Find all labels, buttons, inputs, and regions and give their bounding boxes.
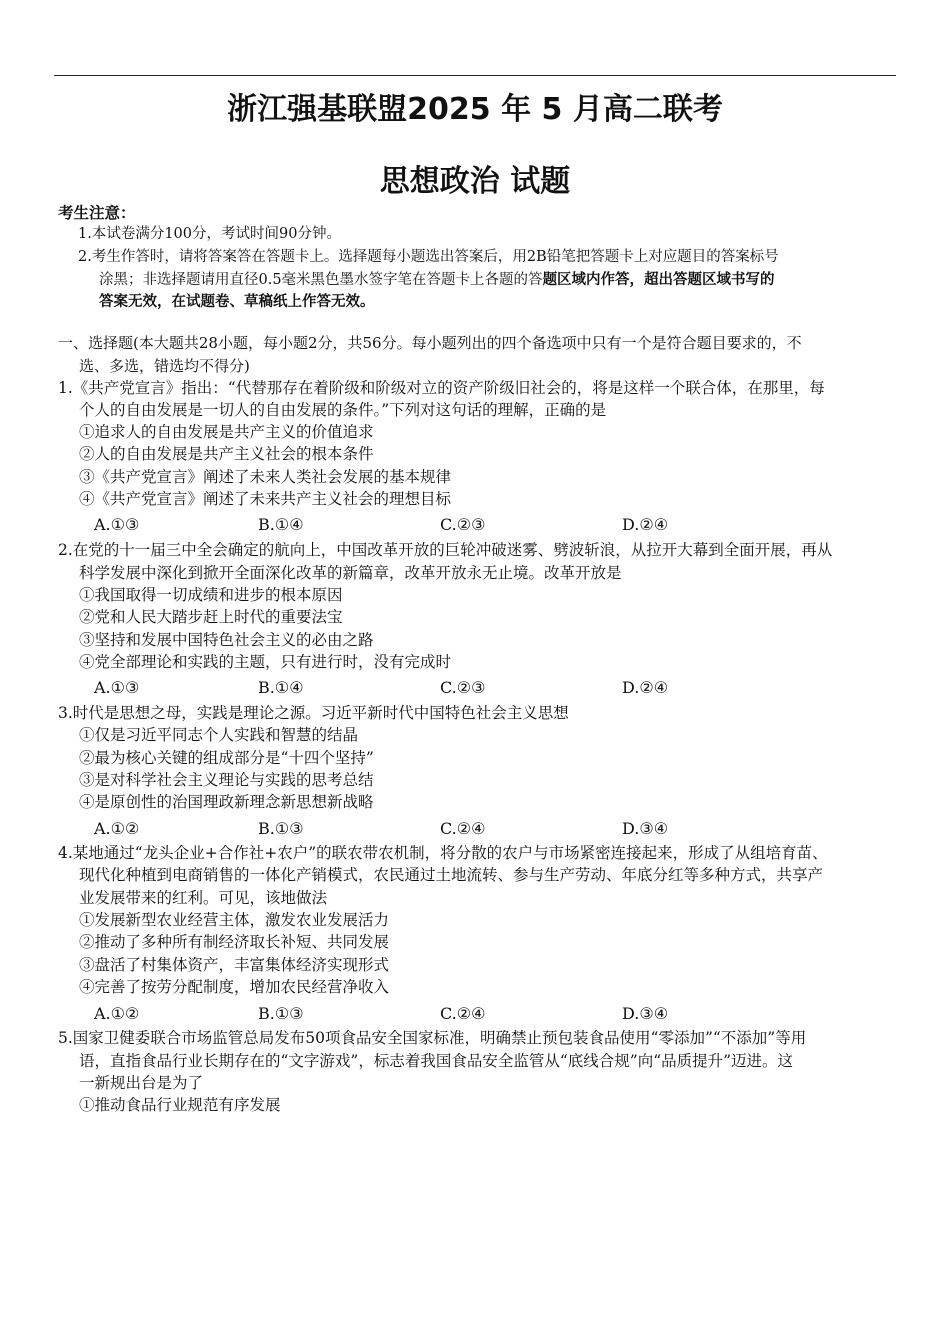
q5-stem-line-1: 5.国家卫健委联合市场监管总局发布50项食品安全国家标准，明确禁止预包装食品使用“零添加”“不添加”等用 [58,1029,807,1047]
q1-statement-2: ②人的自由发展是共产主义社会的根本条件 [79,445,374,463]
q4-statement-2: ②推动了多种所有制经济取长补短、共同发展 [79,933,390,951]
q3-stem-line-1: 3.时代是思想之母，实践是理论之源。习近平新时代中国特色社会主义思想 [58,704,569,722]
q4-stem-line-1: 4.某地通过“龙头企业+合作社+农户”的联农带农机制，将分散的农户与市场紧密连接起来，形成了从组培育苗、 [58,844,828,862]
q2-statement-1: ①我国取得一切成绩和进步的根本原因 [79,586,343,604]
q3-option-c: C.②④ [440,819,486,838]
q4-statement-4: ④完善了按劳分配制度，增加农民经营净收入 [79,978,390,996]
q1-statement-3: ③《共产党宣言》阐述了未来人类社会发展的基本规律 [79,468,452,486]
notice-item-2-line-3: 答案无效，在试题卷、草稿纸上作答无效。 [99,294,375,310]
q2-stem-line-1: 2.在党的十一届三中全会确定的航向上，中国改革开放的巨轮冲破迷雾、劈波斩浪，从拉开大幕到全面开展，再从 [58,541,833,559]
q3-statement-3: ③是对科学社会主义理论与实践的思考总结 [79,771,374,789]
q4-statement-3: ③盘活了村集体资产，丰富集体经济实现形式 [79,956,390,974]
q2-option-a: A.①③ [94,678,140,697]
q2-option-b: B.①④ [258,678,304,697]
q1-option-d: D.②④ [622,515,669,534]
q4-option-b: B.①③ [258,1004,304,1023]
q2-option-d: D.②④ [622,678,669,697]
q4-option-d: D.③④ [622,1004,669,1023]
q5-stem-line-3: 一新规出台是为了 [79,1074,204,1092]
q4-stem-line-2: 现代化种植到电商销售的一体化产销模式，农民通过土地流转、参与生产劳动、年底分红等多种方式，共享产 [79,866,824,884]
notice-item-2-line-1: 2.考生作答时，请将答案答在答题卡上。选择题每小题选出答案后，用2B铅笔把答题卡上对应题目的答案标号 [78,249,779,265]
q3-statement-2: ②最为核心关键的组成部分是“十四个坚持” [79,749,374,767]
q3-statement-1: ①仅是习近平同志个人实践和智慧的结晶 [79,726,359,744]
q2-statement-2: ②党和人民大踏步赶上时代的重要法宝 [79,608,343,626]
q1-stem-line-2: 个人的自由发展是一切人的自由发展的条件。”下列对这句话的理解，正确的是 [79,401,607,419]
q1-statement-4: ④《共产党宣言》阐述了未来共产主义社会的理想目标 [79,490,452,508]
q1-option-b: B.①④ [258,515,304,534]
q4-stem-line-3: 业发展带来的红利。可见，该地做法 [79,889,328,907]
section-instruction-line-2: 选、多选，错选均不得分) [79,357,250,375]
notice-item-1: 1.本试卷满分100分，考试时间90分钟。 [78,226,341,242]
q4-option-c: C.②④ [440,1004,486,1023]
q1-stem-line-1: 1.《共产党宣言》指出：“代替那存在着阶级和阶级对立的资产阶级旧社会的，将是这样一个联合体，在那里，每 [58,379,825,397]
top-rule [54,75,896,76]
q3-option-a: A.①② [94,819,140,838]
notice-item-2-line-2 [99,270,775,290]
q1-option-a: A.①③ [94,515,140,534]
q2-option-c: C.②③ [440,678,486,697]
q3-statement-4: ④是原创性的治国理政新理念新思想新战略 [79,793,374,811]
notice-item-2-bold-text: 题区域内作答，超出答题区域书写的 [542,272,775,288]
q5-stem-line-2: 语，直指食品行业长期存在的“文字游戏”，标志着我国食品安全监管从“底线合规”向“品质提升”迈进。这 [79,1052,794,1070]
q3-option-d: D.③④ [622,819,669,838]
notice-heading: 考生注意： [58,204,136,222]
notice-item-2-normal-text: 涂黑；非选择题请用直径0.5毫米黑色墨水签字笔在答题卡上各题的答 [99,272,543,288]
q2-statement-3: ③坚持和发展中国特色社会主义的必由之路 [79,631,374,649]
q4-statement-1: ①发展新型农业经营主体，激发农业发展活力 [79,911,390,929]
q1-statement-1: ①追求人的自由发展是共产主义的价值追求 [79,423,374,441]
q1-option-c: C.②③ [440,515,486,534]
exam-title: 浙江强基联盟2025 年 5 月高二联考 [227,92,723,127]
section-instruction-line-1: 一、选择题(本大题共28小题，每小题2分，共56分。每小题列出的四个备选项中只有一个是符合题目要求的，不 [58,334,802,352]
q2-stem-line-2: 科学发展中深化到掀开全面深化改革的新篇章，改革开放永无止境。改革开放是 [79,564,622,582]
q3-option-b: B.①③ [258,819,304,838]
exam-subject-title: 思想政治 试题 [379,164,571,199]
q4-option-a: A.①② [94,1004,140,1023]
q2-statement-4: ④党全部理论和实践的主题，只有进行时，没有完成时 [79,653,452,671]
q5-statement-1: ①推动食品行业规范有序发展 [79,1096,281,1114]
